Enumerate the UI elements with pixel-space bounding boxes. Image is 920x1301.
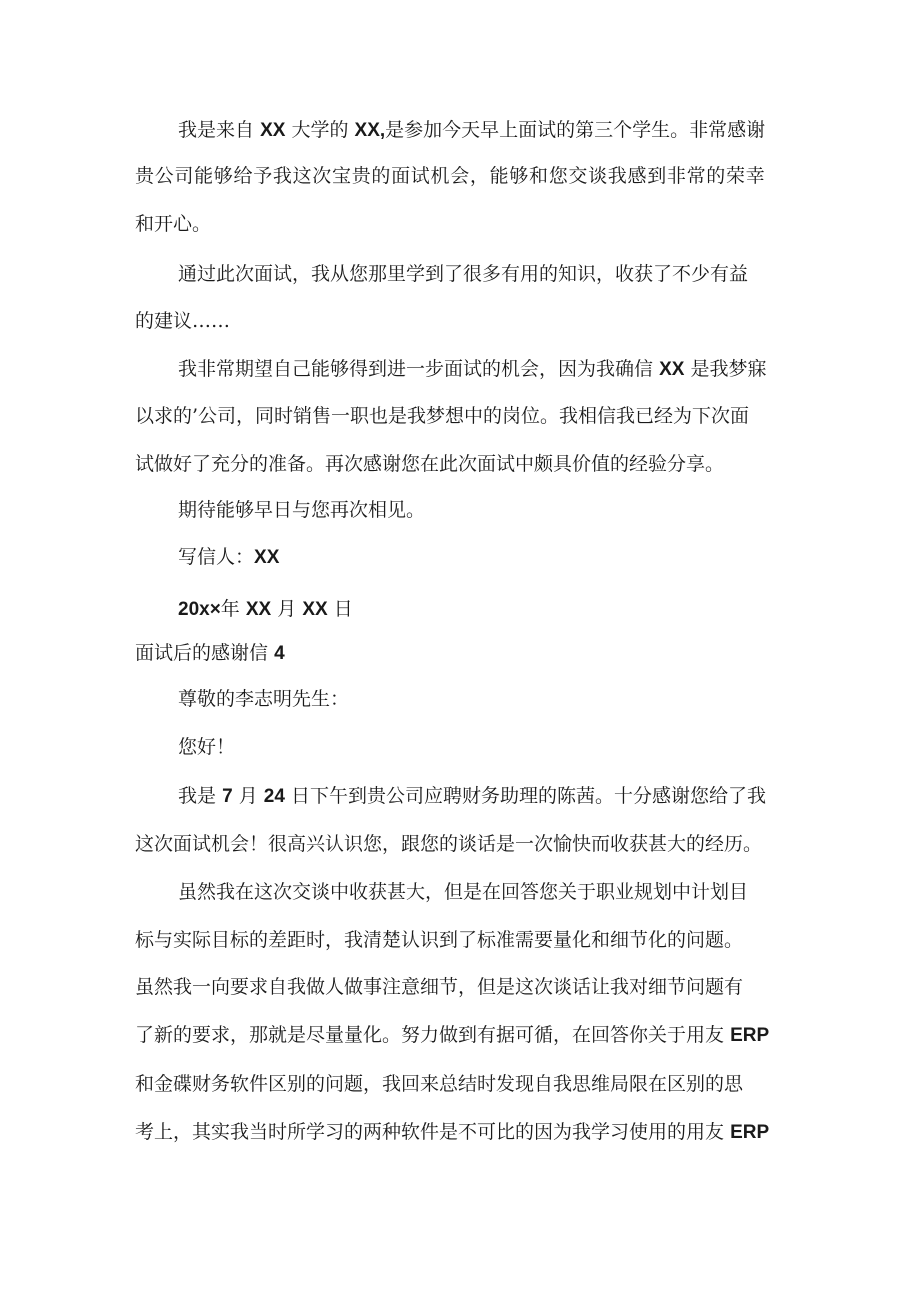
paragraph-line: 以求的’公司，同时销售一职也是我梦想中的岗位。我相信我已经为下次面 bbox=[135, 405, 750, 427]
paragraph-line: 这次面试机会！很高兴认识您，跟您的谈话是一次愉快而收获甚大的经历。 bbox=[135, 833, 763, 855]
signer-line: 写信人：XX bbox=[178, 546, 280, 568]
paragraph-line: 我是来自 XX 大学的 XX,是参加今天早上面试的第三个学生。非常感谢 bbox=[178, 119, 766, 141]
paragraph-line: 和金碟财务软件区别的问题，我回来总结时发现自我思维局限在区别的思 bbox=[135, 1073, 744, 1095]
paragraph-line: 的建议…… bbox=[135, 310, 231, 332]
date-line: 20x×年 XX 月 XX 日 bbox=[178, 598, 353, 620]
salutation: 尊敬的李志明先生： bbox=[178, 688, 350, 710]
paragraph-line: 期待能够早日与您再次相见。 bbox=[178, 499, 426, 521]
paragraph-line: 我非常期望自己能够得到进一步面试的机会，因为我确信 XX 是我梦寐 bbox=[178, 358, 767, 380]
paragraph-line: 试做好了充分的准备。再次感谢您在此次面试中颇具价值的经验分享。 bbox=[135, 453, 725, 475]
paragraph-line: 贵公司能够给予我这次宝贵的面试机会，能够和您交谈我感到非常的荣幸 bbox=[135, 165, 766, 187]
paragraph-line: 和开心。 bbox=[135, 213, 212, 235]
paragraph-line: 虽然我在这次交谈中收获甚大，但是在回答您关于职业规划中计划目 bbox=[178, 881, 749, 903]
paragraph-line: 虽然我一向要求自我做人做事注意细节，但是这次谈话让我对细节问题有 bbox=[135, 976, 744, 998]
paragraph-line: 了新的要求，那就是尽量量化。努力做到有据可循，在回答你关于用友 ERP bbox=[135, 1024, 770, 1046]
section-title: 面试后的感谢信 4 bbox=[135, 642, 285, 664]
paragraph-line: 通过此次面试，我从您那里学到了很多有用的知识，收获了不少有益 bbox=[178, 263, 749, 285]
paragraph-line: 考上，其实我当时所学习的两种软件是不可比的因为我学习使用的用友 ERP bbox=[135, 1121, 770, 1143]
greeting: 您好！ bbox=[178, 736, 236, 758]
paragraph-line: 标与实际目标的差距时，我清楚认识到了标准需要量化和细节化的问题。 bbox=[135, 929, 744, 951]
paragraph-line: 我是 7 月 24 日下午到贵公司应聘财务助理的陈茜。十分感谢您给了我 bbox=[178, 785, 766, 807]
